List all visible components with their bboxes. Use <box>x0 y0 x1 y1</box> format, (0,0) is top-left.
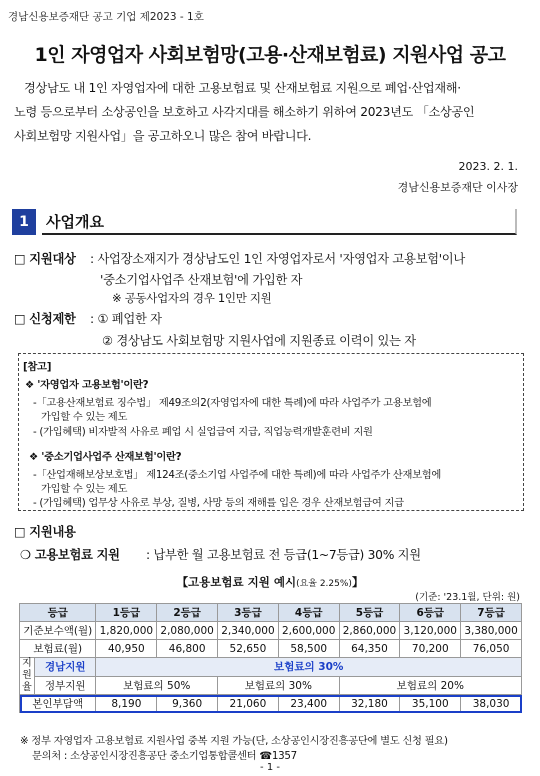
table-header: 7등급 <box>461 604 522 622</box>
intro-line: 경상남도 내 1인 자영업자에 대한 고용보험료 및 산재보험료 지원으로 폐업·산업재해· <box>24 81 461 95</box>
table-cell: 1,820,000 <box>96 622 157 640</box>
issue-date: 2023. 2. 1. <box>458 160 518 173</box>
table-cell: 64,350 <box>339 640 400 658</box>
table-header: 6등급 <box>400 604 461 622</box>
target-note: ※ 공동사업자의 경우 1인만 지원 <box>112 291 272 305</box>
issuer: 경남신용보증재단 이사장 <box>397 181 518 194</box>
target-text: : 사업장소재지가 경상남도인 1인 자영업자로서 '자영업자 고용보험'이나 <box>90 252 465 266</box>
restrict-item-1: : ① 폐업한 자 <box>90 312 162 326</box>
contact: 문의처 : 소상공인시장진흥공단 중소기업통합콜센터 ☎1357 <box>32 750 297 762</box>
intro-paragraph <box>14 76 526 148</box>
table-cell: 보험료의 20% <box>339 676 521 695</box>
table-cell: 70,200 <box>400 640 461 658</box>
table-header: 3등급 <box>218 604 279 622</box>
ref-line: -「고용산재보험료 징수법」 제49조의2(자영업자에 대한 특례)에 따라 사업주가 고용보험에 <box>33 397 432 409</box>
table-cell: 52,650 <box>218 640 279 658</box>
ref-line: 가입할 수 있는 제도 <box>41 483 128 495</box>
table-cell: 23,400 <box>278 695 339 713</box>
ref-heading-2: ❖ '중소기업사업주 산재보험'이란? <box>29 451 182 463</box>
row-label: 본인부담액 <box>20 695 96 713</box>
table-cell: 2,080,000 <box>157 622 218 640</box>
section-title: 사업개요 <box>46 213 104 231</box>
footnote: ※ 정부 자영업자 고용보험료 지원사업 중복 지원 가능(단, 소상공인시장진흥공단에 별도 신청 필요) <box>20 735 448 747</box>
table-header: 5등급 <box>339 604 400 622</box>
gyeongnam-label: 경남지원 <box>35 658 96 677</box>
premium-table <box>19 603 522 713</box>
table-cell: 2,860,000 <box>339 622 400 640</box>
notice-number: 경남신용보증재단 공고 기업 제2023 - 1호 <box>8 11 204 23</box>
table-cell: 9,360 <box>157 695 218 713</box>
ref-line: - (가입혜택) 업무상 사유로 부상, 질병, 사망 등의 재해를 입은 경우 산재보험급여 지급 <box>33 497 404 509</box>
intro-line: 사회보험망 지원사업」을 공고하오니 많은 참여 바랍니다. <box>14 129 312 143</box>
table-cell: 2,600,000 <box>278 622 339 640</box>
table-cell: 21,060 <box>218 695 279 713</box>
row-label: 기준보수액(월) <box>20 622 96 640</box>
table-cell: 58,500 <box>278 640 339 658</box>
row-label: 보험료(월) <box>20 640 96 658</box>
employ-support-label: ❍ 고용보험료 지원 <box>20 548 120 562</box>
issue-block <box>398 156 518 198</box>
table-cell: 3,120,000 <box>400 622 461 640</box>
table-row-self-pay <box>20 695 522 713</box>
table-cell: 2,340,000 <box>218 622 279 640</box>
table-cell: 35,100 <box>400 695 461 713</box>
table-row <box>20 622 522 640</box>
table-cell: 보험료의 30% <box>218 676 340 695</box>
table-cell: 보험료의 50% <box>96 676 218 695</box>
table-header: 2등급 <box>157 604 218 622</box>
table-cell: 76,050 <box>461 640 522 658</box>
table-header: 4등급 <box>278 604 339 622</box>
ref-line: - (가입혜택) 비자발적 사유로 폐업 시 실업급여 지급, 직업능력개발훈련비 지원 <box>33 426 373 438</box>
table-header: 1등급 <box>96 604 157 622</box>
target-text-2: '중소기업사업주 산재보험'에 가입한 자 <box>100 273 303 287</box>
target-label: □ 지원대상 <box>14 252 76 266</box>
page-number: - 1 - <box>260 762 280 773</box>
section-number-badge: 1 <box>12 209 36 235</box>
section-underline <box>42 209 517 235</box>
table-row <box>20 640 522 658</box>
ref-line: -「산업재해보상보호법」 제124조(중소기업 사업주에 대한 특례)에 따라 사업주가 산재보험에 <box>33 469 442 481</box>
table-cell: 3,380,000 <box>461 622 522 640</box>
table-title: 【고용보험료 지원 예시(요율 2.25%)】 <box>176 575 364 589</box>
intro-line: 노령 등으로부터 소상공인을 보호하고 사각지대를 해소하기 위하여 2023년도 「소상공인 <box>14 105 475 119</box>
page-title: 1인 자영업자 사회보험망(고용·산재보험료) 지원사업 공고 <box>34 44 506 66</box>
content-label: □ 지원내용 <box>14 525 76 539</box>
table-basis: (기준: '23.1월, 단위: 원) <box>415 592 520 603</box>
table-cell: 46,800 <box>157 640 218 658</box>
table-cell: 38,030 <box>461 695 522 713</box>
table-row-gyeongnam <box>20 658 522 677</box>
table-cell: 32,180 <box>339 695 400 713</box>
table-cell: 8,190 <box>96 695 157 713</box>
support-rate-label: 지원율 <box>20 658 35 695</box>
table-header: 등급 <box>20 604 96 622</box>
gyeongnam-value: 보험료의 30% <box>96 658 522 677</box>
reference-box <box>18 353 524 511</box>
restrict-item-2: ② 경상남도 사회보험망 지원사업에 지원종료 이력이 있는 자 <box>102 334 416 348</box>
table-header-row <box>20 604 522 622</box>
ref-heading-1: ❖ '자영업자 고용보험'이란? <box>25 379 149 391</box>
restrict-label: □ 신청제한 <box>14 312 76 326</box>
ref-title: [참고] <box>23 361 52 373</box>
section-header <box>12 209 517 235</box>
table-row-government <box>20 676 522 695</box>
government-label: 정부지원 <box>35 676 96 695</box>
employ-support-text: : 납부한 월 고용보험료 전 등급(1~7등급) 30% 지원 <box>146 548 421 562</box>
ref-line: 가입할 수 있는 제도 <box>41 411 128 423</box>
table-cell: 40,950 <box>96 640 157 658</box>
